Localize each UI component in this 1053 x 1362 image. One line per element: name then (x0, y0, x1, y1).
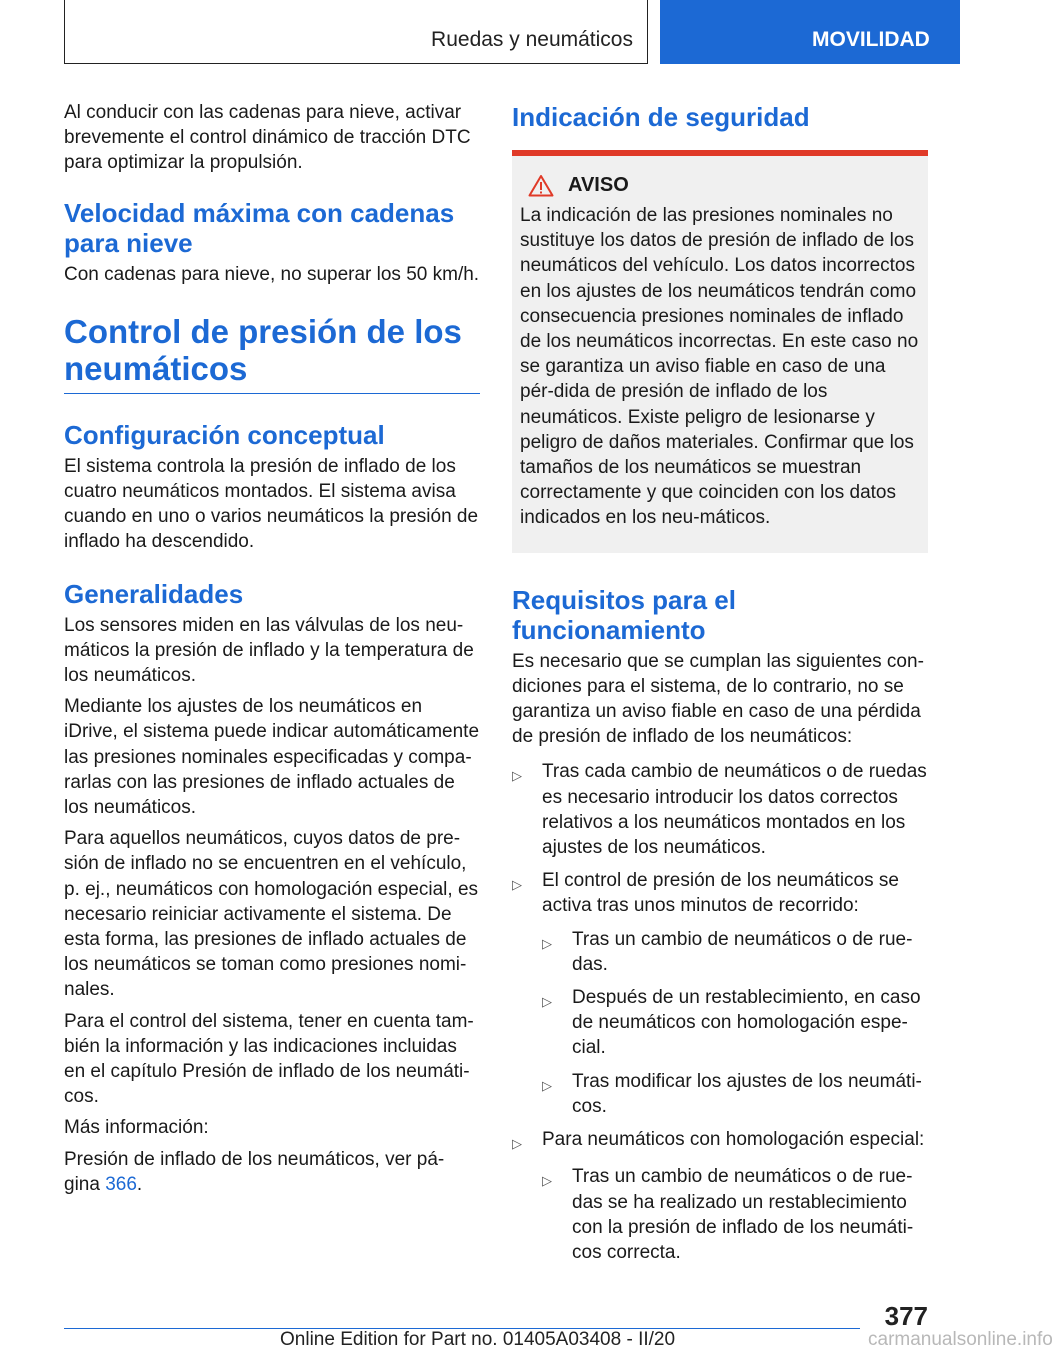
general-paragraph-1: Los sensores miden en las válvulas de los neu‐máticos la presión de inflado y la temperatura de los neumáticos. (64, 614, 474, 687)
list-item-text: Para neumáticos con homologación especial: (542, 1129, 925, 1151)
bullet-marker-icon: ▷ (512, 877, 522, 893)
list-item-text: El control de presión de los neumáticos se activa tras unos minutos de recorrido: (542, 870, 899, 917)
sub-list-item (542, 1164, 928, 1265)
list-item-text: Después de un restablecimiento, en caso de neumáticos con homologación espe‐cial. (572, 987, 921, 1059)
sub-list-item (542, 927, 928, 977)
warning-box (512, 150, 928, 553)
list-item-text: Tras un cambio de neumáticos o de rue‐das. (572, 928, 913, 975)
header-section-title: Ruedas y neumáticos (431, 28, 633, 51)
list-item (512, 1127, 928, 1156)
warning-header (520, 174, 920, 197)
warning-title: AVISO (568, 174, 629, 196)
left-column (64, 100, 480, 1203)
general-paragraph-3: Para aquellos neumáticos, cuyos datos de pre‐sión de inflado no se encuentren en el vehículo, p. ej., neumáticos con homologación especial, es necesario reiniciar activamente el sistema. De esta forma, las presiones de inflado actuales de los neumáticos se toman como presiones nomi‐nales. (64, 828, 479, 1001)
more-info-label: Más información: (64, 1117, 209, 1139)
bullet-marker-icon: ▷ (512, 1136, 522, 1152)
bullet-marker-icon: ▷ (542, 935, 552, 951)
bullet-marker-icon: ▷ (542, 994, 552, 1010)
heading-concept: Configuración conceptual (64, 419, 385, 450)
warning-triangle-icon (528, 174, 554, 197)
general-paragraph-4: Para el control del sistema, tener en cuenta tam‐bién la información y las indicaciones incluidas en el capítulo Presión de inflado de los neumáti‐cos. (64, 1010, 474, 1108)
reference-paragraph (64, 1147, 480, 1197)
reference-end: . (136, 1173, 143, 1195)
heading-general: Generalidades (64, 578, 244, 609)
edition-note: Online Edition for Part no. 01405A03408 - II/20 (280, 1329, 676, 1350)
page-number: 377 (884, 1301, 928, 1331)
reference-text: Presión de inflado de los neumáticos, ver pá‐gina (64, 1148, 445, 1195)
list-item (512, 868, 928, 918)
page-reference-link[interactable]: 366 (105, 1173, 137, 1195)
heading-max-speed: Velocidad máxima con cadenas para nieve (64, 197, 455, 258)
intro-paragraph: Al conducir con las cadenas para nieve, activar brevemente el control dinámico de tracción DTC para optimizar la propulsión. (64, 102, 471, 174)
heading-tire-pressure-control: Control de presión de los neumáticos (64, 313, 480, 394)
warning-text: La indicación de las presiones nominales no sustituye los datos de presión de inflado de los neumáticos del vehículo. Los datos incorrectos en los ajustes de los neumáticos tendrán como consecuencia presiones nominales de inflado de los neumáticos incorrectas. En este caso no se garantiza un aviso fiable en caso de una pér‐dida de presión de inflado de los neumáticos. Existe peligro de lesionarse y peligro de daños materiales. Confirmar que los tamaños de los neumáticos se muestran correctamente y que coinciden con los datos indicados en los neu‐máticos. (520, 205, 919, 529)
bullet-marker-icon: ▷ (542, 1173, 552, 1189)
requirements-paragraph: Es necesario que se cumplan las siguientes con‐diciones para el sistema, de lo contrario, no se garantiza un aviso fiable en caso de una pérdida de presión de inflado de los neumáticos: (512, 650, 924, 748)
speed-paragraph: Con cadenas para nieve, no superar los 50 km/h. (64, 263, 480, 285)
watermark: carmanualsonline.info (868, 1329, 1053, 1350)
list-item-text: Tras modificar los ajustes de los neumáti‐cos. (572, 1070, 922, 1117)
header-box (64, 0, 648, 64)
list-item-text: Tras cada cambio de neumáticos o de ruedas es necesario introducir los datos correctos relativos a los neumáticos montados en los ajustes de los neumáticos. (542, 761, 927, 859)
heading-safety: Indicación de seguridad (512, 102, 810, 132)
list-item-text: Tras un cambio de neumáticos o de rue‐das se ha realizado un restablecimiento con la presión de inflado de los neumáti‐cos correcta. (572, 1166, 914, 1263)
header-chapter-tab: MOVILIDAD (660, 0, 960, 64)
sub-list-item (542, 1069, 928, 1119)
sub-list-item (542, 985, 928, 1061)
right-column (512, 100, 928, 1273)
concept-paragraph: El sistema controla la presión de inflado de los cuatro neumáticos montados. El sistema avisa cuando en uno o varios neumáticos la presión de inflado ha descendido. (64, 455, 479, 553)
bullet-marker-icon: ▷ (512, 768, 522, 784)
list-item (512, 759, 928, 860)
heading-requirements: Requisitos para el funcionamiento (512, 584, 736, 645)
general-paragraph-2: Mediante los ajustes de los neumáticos en iDrive, el sistema puede indicar automáticamente las presiones nominales especificadas y compa‐rarlas con las presiones de inflado actuales de los neumáticos. (64, 696, 480, 819)
bullet-marker-icon: ▷ (542, 1077, 552, 1093)
